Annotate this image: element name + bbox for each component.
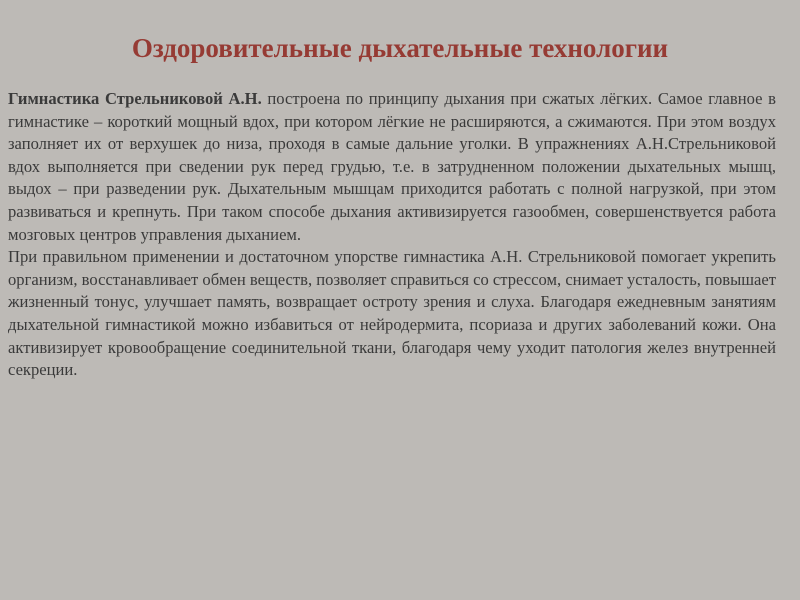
paragraph-2: При правильном применении и достаточном упорстве гимнастика А.Н. Стрельниковой помогает укрепить организм, восстанавливает обмен веществ, позволяет справиться со стрессом, снимает усталость, повышает жизненный тонус, улучшает память, возвращает остроту зрения и слуха. Благодаря ежедневным занятиям дыхательной гимнастикой можно избавиться от нейродермита, псориаза и других заболеваний кожи. Она активизирует кровообращение соединительной ткани, благодаря чему уходит патология желез внутренней секреции. bbox=[8, 247, 776, 380]
slide-body bbox=[8, 88, 776, 382]
paragraph-1-lead: Гимнастика Стрельниковой А.Н. bbox=[8, 89, 262, 108]
slide-title: Оздоровительные дыхательные технологии bbox=[131, 33, 669, 63]
paragraph-1 bbox=[8, 88, 776, 246]
paragraph-1-text: построена по принципу дыхания при сжатых лёгких. Самое главное в гимнастике – короткий мощный вдох, при котором лёгкие не расширяются, а сжимаются. При этом воздух заполняет их от верхушек до низа, проходя в самые дальние уголки. В упражнениях А.Н.Стрельниковой вдох выполняется при сведении рук перед грудью, т.е. в затрудненном положении дыхательных мышц, выдох – при разведении рук. Дыхательным мышцам приходится работать с полной нагрузкой, при этом развиваться и крепнуть. При таком способе дыхания активизируется газообмен, совершенствуется работа мозговых центров управления дыханием. bbox=[8, 89, 776, 244]
